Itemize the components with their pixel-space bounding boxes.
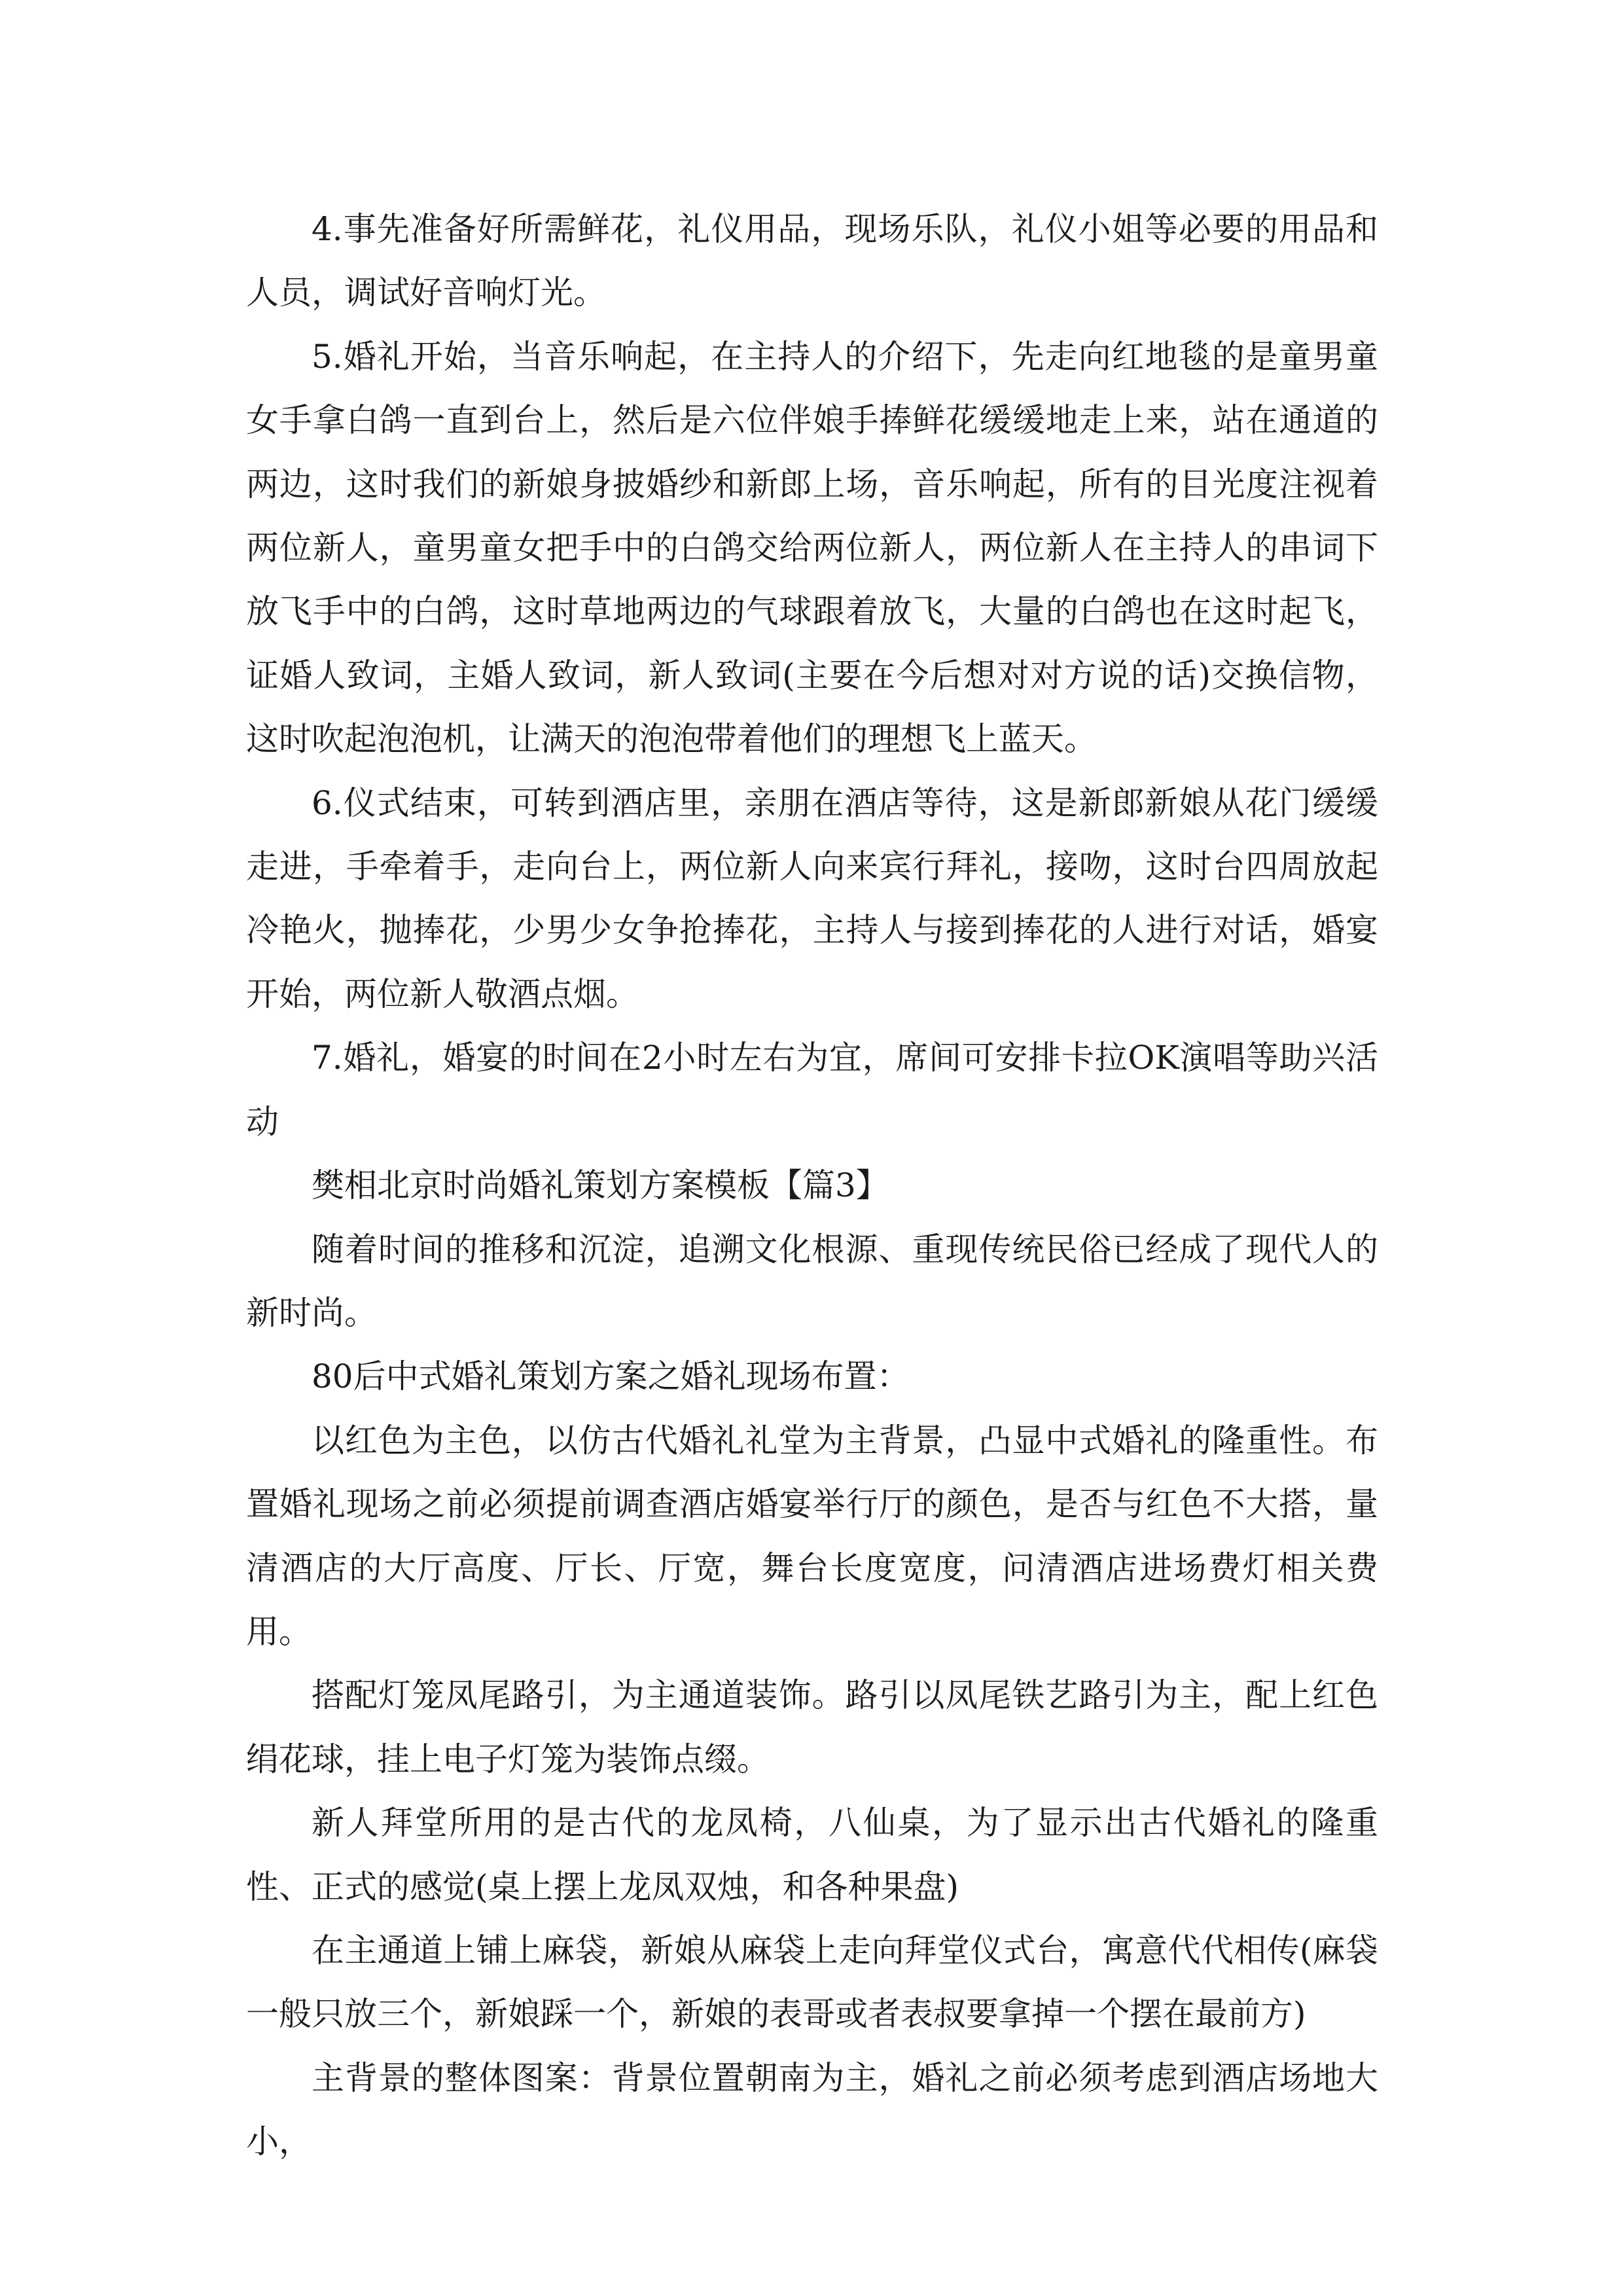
paragraph-red-theme: 以红色为主色，以仿古代婚礼礼堂为主背景，凸显中式婚礼的隆重性。布置婚礼现场之前必须提前调查酒店婚宴举行厅的颜色，是否与红色不大搭，量清酒店的大厅高度、厅长、厅宽，舞台长度宽度，问清酒店进场费灯相关费用。 xyxy=(246,1421,1378,1651)
subheading-venue-layout: 80后中式婚礼策划方案之婚礼现场布置： xyxy=(312,1357,910,1396)
paragraph-sacks: 在主通道上铺上麻袋，新娘从麻袋上走向拜堂仪式台，寓意代代相传(麻袋一般只放三个，新娘踩一个，新娘的表哥或者表叔要拿掉一个摆在最前方) xyxy=(246,1931,1378,2034)
paragraph-main-backdrop: 主背景的整体图案：背景位置朝南为主，婚礼之前必须考虑到酒店场地大小， xyxy=(246,2058,1378,2161)
paragraph-intro: 随着时间的推移和沉淀，追溯文化根源、重现传统民俗已经成了现代人的新时尚。 xyxy=(246,1230,1378,1332)
paragraph-item-4-preparation: 4.事先准备好所需鲜花，礼仪用品，现场乐队，礼仪小姐等必要的用品和人员，调试好音响灯光。 xyxy=(246,210,1378,312)
paragraph-dragon-phoenix-chairs: 新人拜堂所用的是古代的龙凤椅，八仙桌，为了显示出古代婚礼的隆重性、正式的感觉(桌上摆上龙凤双烛，和各种果盘) xyxy=(246,1804,1378,1906)
paragraph-item-6-ceremony-end: 6.仪式结束，可转到酒店里，亲朋在酒店等待，这是新郎新娘从花门缓缓走进，手牵着手，走向台上，两位新人向来宾行拜礼，接吻，这时台四周放起冷艳火，抛捧花，少男少女争抢捧花，主持人与接到捧花的人进行对话，婚宴开始，两位新人敬酒点烟。 xyxy=(246,783,1378,1013)
document-body xyxy=(246,198,1378,2174)
section-heading-part-3: 樊相北京时尚婚礼策划方案模板【篇3】 xyxy=(312,1166,889,1205)
paragraph-item-5-ceremony-start: 5.婚礼开始，当音乐响起，在主持人的介绍下，先走向红地毯的是童男童女手拿白鸽一直到台上，然后是六位伴娘手捧鲜花缓缓地走上来，站在通道的两边，这时我们的新娘身披婚纱和新郎上场，音乐响起，所有的目光度注视着两位新人，童男童女把手中的白鸽交给两位新人，两位新人在主持人的串词下放飞手中的白鸽，这时草地两边的气球跟着放飞，大量的白鸽也在这时起飞，证婚人致词，主婚人致词，新人致词(主要在今后想对对方说的话)交换信物，这时吹起泡泡机，让满天的泡泡带着他们的理想飞上蓝天。 xyxy=(246,337,1378,759)
paragraph-item-7-banquet-time: 7.婚礼，婚宴的时间在2小时左右为宜，席间可安排卡拉OK演唱等助兴活动 xyxy=(246,1039,1378,1141)
paragraph-lanterns: 搭配灯笼凤尾路引，为主通道装饰。路引以凤尾铁艺路引为主，配上红色绢花球，挂上电子灯笼为装饰点缀。 xyxy=(246,1676,1378,1778)
